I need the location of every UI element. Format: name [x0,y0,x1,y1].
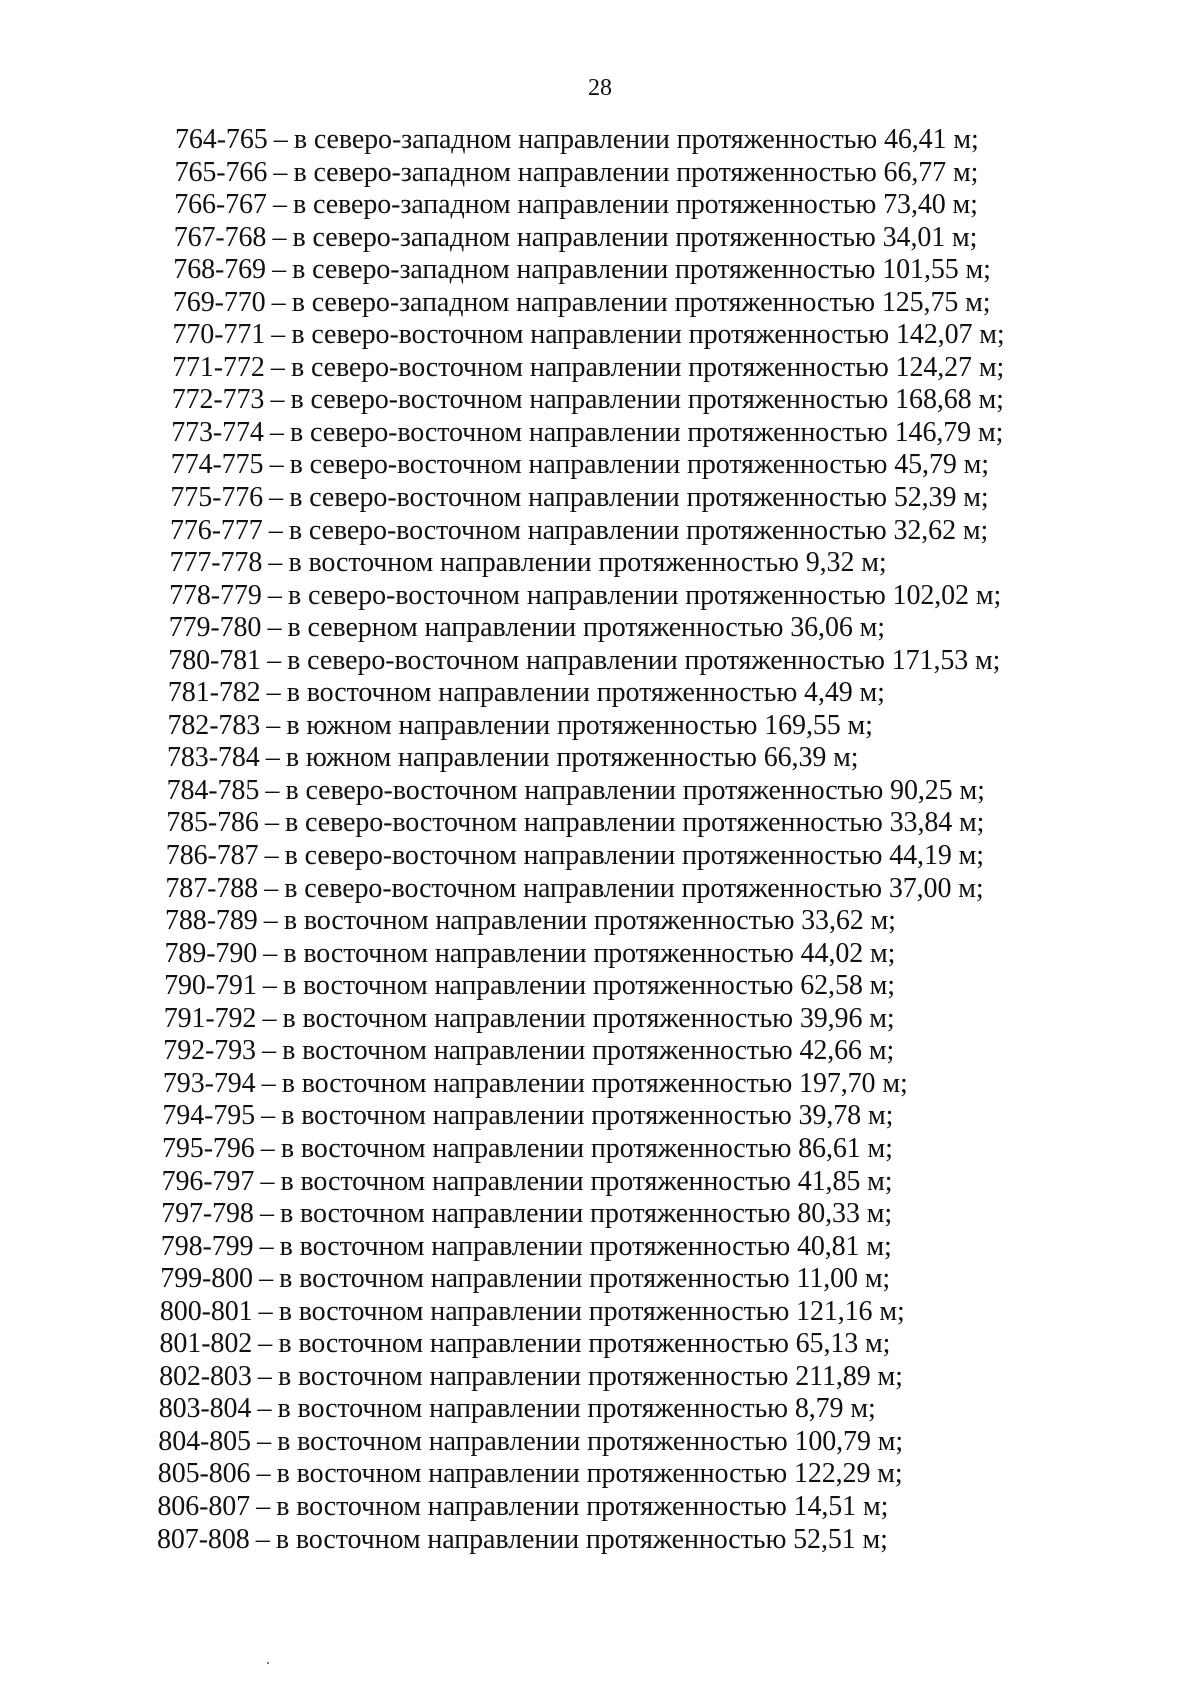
segment-line [0,1426,1200,1459]
segment-dash: – [261,1067,276,1099]
segment-line [0,1328,1200,1361]
segment-line [0,710,1200,743]
segment-dash: – [264,840,279,872]
segment-dash: – [257,1360,272,1392]
segment-id: 783-784 [167,742,260,774]
segment-id: 784-785 [166,774,260,806]
segment-line [0,677,1200,710]
scan-speck [267,1662,269,1664]
segment-description: в восточном направлении протяженностью 122,29 м; [276,1458,903,1490]
segment-id: 807-808 [157,1523,250,1555]
segment-line [0,352,1200,385]
segment-dash: – [272,221,287,253]
segment-dash: – [256,1490,271,1522]
segment-id: 804-805 [158,1425,251,1457]
segment-id: 797-798 [161,1198,254,1230]
segment-id: 801-802 [159,1328,253,1360]
segment-description: в восточном направлении протяженностью 42,66 м; [282,1035,895,1067]
segment-id: 767-768 [173,221,267,253]
segment-dash: – [257,1425,271,1457]
segment-line [0,742,1200,775]
segment-dash: – [265,742,280,774]
segment-id: 803-804 [158,1393,252,1425]
segment-dash: – [266,677,281,709]
segment-line [0,319,1200,352]
segment-description: в северо-восточном направлении протяженностью 171,53 м; [287,644,1001,676]
segment-id: 788-789 [165,905,258,937]
segment-id: 766-767 [174,189,267,221]
segment-id: 779-780 [168,612,262,644]
segment-line [0,287,1200,320]
segment-description: в северо-восточном направлении протяженностью 124,27 м; [290,351,1005,383]
segment-id: 782-783 [167,709,261,741]
segment-id: 800-801 [159,1295,253,1327]
segment-description: в северо-западном направлении протяженностью 125,75 м; [291,286,991,318]
segment-line [0,482,1200,515]
segment-id: 765-766 [174,156,268,188]
segment-id: 789-790 [164,937,258,969]
segment-id: 790-791 [164,970,257,1002]
segment-line [0,1361,1200,1394]
segment-id: 805-806 [157,1458,251,1490]
segment-id: 770-771 [172,319,266,351]
segment-id: 776-777 [170,514,263,546]
segment-dash: – [262,970,277,1002]
segment-dash: – [259,1263,273,1295]
segment-description: в южном направлении протяженностью 66,39 м; [285,742,859,774]
segment-description: в восточном направлении протяженностью 80,33 м; [280,1198,893,1230]
segment-dash: – [271,286,286,318]
segment-line [0,515,1200,548]
segment-line [0,1263,1200,1296]
segment-dash: – [269,416,284,448]
segment-description: в северо-восточном направлении протяженностью 146,79 м; [290,416,1004,448]
segment-line [0,1524,1200,1557]
segment-description: в восточном направлении протяженностью 211,89 м; [277,1360,903,1392]
segment-dash: – [268,514,283,546]
segment-id: 780-781 [168,644,261,676]
segment-description: в северо-восточном направлении протяженностью 52,39 м; [289,482,989,514]
segment-dash: – [262,1002,277,1034]
segment-description: в восточном направлении протяженностью 41,85 м; [280,1165,893,1197]
segment-line [0,905,1200,938]
segment-dash: – [264,807,279,839]
segment-id: 786-787 [165,840,259,872]
segment-description: в восточном направлении протяженностью 121,16 м; [278,1295,905,1327]
segment-id: 764-765 [175,124,268,155]
segment-line [0,1198,1200,1231]
segment-dash: – [260,1165,275,1197]
segment-id: 771-772 [172,351,265,383]
segment-id: 774-775 [170,449,264,481]
segment-line [0,449,1200,482]
segment-dash: – [263,937,278,969]
segment-id: 799-800 [160,1263,253,1295]
segment-description: в восточном направлении протяженностью 39,78 м; [281,1100,894,1132]
segment-description: в восточном направлении протяженностью 86,61 м; [280,1132,893,1164]
segment-description: в северо-восточном направлении протяженностью 32,62 м; [288,514,989,546]
segment-line [0,645,1200,678]
segment-id: 768-769 [173,254,266,286]
segment-line [0,1296,1200,1329]
segment-dash: – [266,709,281,741]
segment-dash: – [264,872,279,904]
segment-id: 806-807 [157,1490,251,1522]
segment-line [0,1003,1200,1036]
segment-description: в восточном направлении протяженностью 8,79 м; [277,1393,876,1425]
segment-dash: – [273,156,288,188]
segment-line [0,1166,1200,1199]
page-number: 28 [588,75,612,101]
segment-line [0,124,1200,157]
segment-line [0,1068,1200,1101]
segment-description: в южном направлении протяженностью 169,55 м; [286,709,873,741]
segment-dash: – [261,1100,276,1132]
segment-dash: – [258,1328,273,1360]
segment-line [0,547,1200,580]
segment-description: в северо-западном направлении протяженностью 73,40 м; [293,189,978,221]
segment-description: в северо-восточном направлении протяженностью 37,00 м; [284,872,984,904]
segment-id: 775-776 [170,482,264,514]
segment-id: 795-796 [162,1132,255,1164]
segment-dash: – [270,384,285,416]
segment-dash: – [262,1035,276,1067]
segment-dash: – [273,124,288,155]
segment-description: в северном направлении протяженностью 36,06 м; [287,612,885,644]
segment-id: 802-803 [159,1360,252,1392]
segment-dash: – [272,189,287,221]
segment-line [0,1491,1200,1524]
segment-description: в северо-западном направлении протяженностью 101,55 м; [292,254,991,286]
segment-dash: – [265,774,280,806]
segment-id: 793-794 [162,1067,256,1099]
segment-dash: – [257,1393,272,1425]
segment-id: 777-778 [169,547,263,579]
segment-description: в северо-восточном направлении протяженностью 90,25 м; [285,774,985,806]
segment-description: в восточном направлении протяженностью 39,96 м; [282,1002,895,1034]
segment-id: 773-774 [171,416,264,448]
segment-description: в восточном направлении протяженностью 33,62 м; [283,905,896,937]
segment-dash: – [259,1198,274,1230]
segment-line [0,384,1200,417]
segment-line [0,157,1200,190]
segment-description: в северо-восточном направлении протяженностью 33,84 м; [285,807,985,839]
segment-dash: – [269,482,284,514]
segment-line [0,1035,1200,1068]
segment-description: в северо-западном направлении протяженностью 34,01 м; [292,221,978,253]
segment-dash: – [268,547,283,579]
segment-description: в северо-восточном направлении протяженностью 102,02 м; [287,579,1002,611]
segment-description: в восточном направлении протяженностью 100,79 м; [277,1425,904,1457]
segment-description: в северо-восточном направлении протяженностью 45,79 м; [289,449,989,481]
segment-id: 769-770 [172,286,266,318]
segment-dash: – [260,1132,275,1164]
segment-dash: – [267,612,282,644]
segment-line [0,612,1200,645]
segment-dash: – [270,351,285,383]
segment-description: в северо-восточном направлении протяженностью 142,07 м; [291,319,1005,351]
segment-id: 792-793 [163,1035,256,1067]
segment-line [0,580,1200,613]
segment-line [0,1458,1200,1491]
segment-description: в восточном направлении протяженностью 9,32 м; [288,547,887,579]
segment-id: 787-788 [165,872,259,904]
segment-id: 778-779 [169,579,262,611]
segment-line [0,189,1200,222]
segment-dash: – [267,579,282,611]
segment-line [0,970,1200,1003]
segment-description: в восточном направлении протяженностью 14,51 м; [276,1490,889,1522]
segment-line [0,1393,1200,1426]
segment-dash: – [256,1458,271,1490]
segment-description: в северо-западном направлении протяженностью 66,77 м; [293,156,979,188]
segment-list [0,124,1200,1556]
segment-dash: – [263,905,278,937]
segment-line [0,775,1200,808]
segment-line [0,840,1200,873]
segment-line [0,1133,1200,1166]
segment-description: в восточном направлении протяженностью 4,49 м; [286,677,885,709]
segment-dash: – [258,1295,273,1327]
segment-line [0,1231,1200,1264]
segment-dash: – [255,1523,270,1555]
segment-id: 798-799 [160,1230,254,1262]
segment-dash: – [269,449,284,481]
segment-id: 772-773 [171,384,265,416]
segment-description: в восточном направлении протяженностью 65,13 м; [278,1328,891,1360]
segment-id: 794-795 [162,1100,256,1132]
segment-dash: – [259,1230,274,1262]
segment-description: в северо-восточном направлении протяженностью 168,68 м; [290,384,1004,416]
segment-description: в восточном направлении протяженностью 52,51 м; [275,1523,888,1555]
segment-dash: – [272,254,286,286]
segment-dash: – [271,319,286,351]
segment-line [0,222,1200,255]
segment-id: 785-786 [166,807,259,839]
segment-description: в восточном направлении протяженностью 197,70 м; [281,1067,908,1099]
segment-line [0,807,1200,840]
segment-line [0,1100,1200,1133]
segment-id: 796-797 [161,1165,255,1197]
segment-description: в восточном направлении протяженностью 44,02 м; [283,937,896,969]
segment-description: в восточном направлении протяженностью 11,00 м; [279,1263,891,1295]
segment-line [0,417,1200,450]
segment-line [0,938,1200,971]
segment-description: в восточном направлении протяженностью 62,58 м; [282,970,895,1002]
segment-description: в северо-западном направлении протяженностью 46,41 м; [293,124,979,155]
segment-dash: – [267,644,281,676]
segment-id: 791-792 [163,1002,257,1034]
segment-line [0,254,1200,287]
segment-description: в северо-восточном направлении протяженностью 44,19 м; [284,840,984,872]
segment-description: в восточном направлении протяженностью 40,81 м; [279,1230,892,1262]
segment-id: 781-782 [167,677,261,709]
segment-line [0,873,1200,906]
